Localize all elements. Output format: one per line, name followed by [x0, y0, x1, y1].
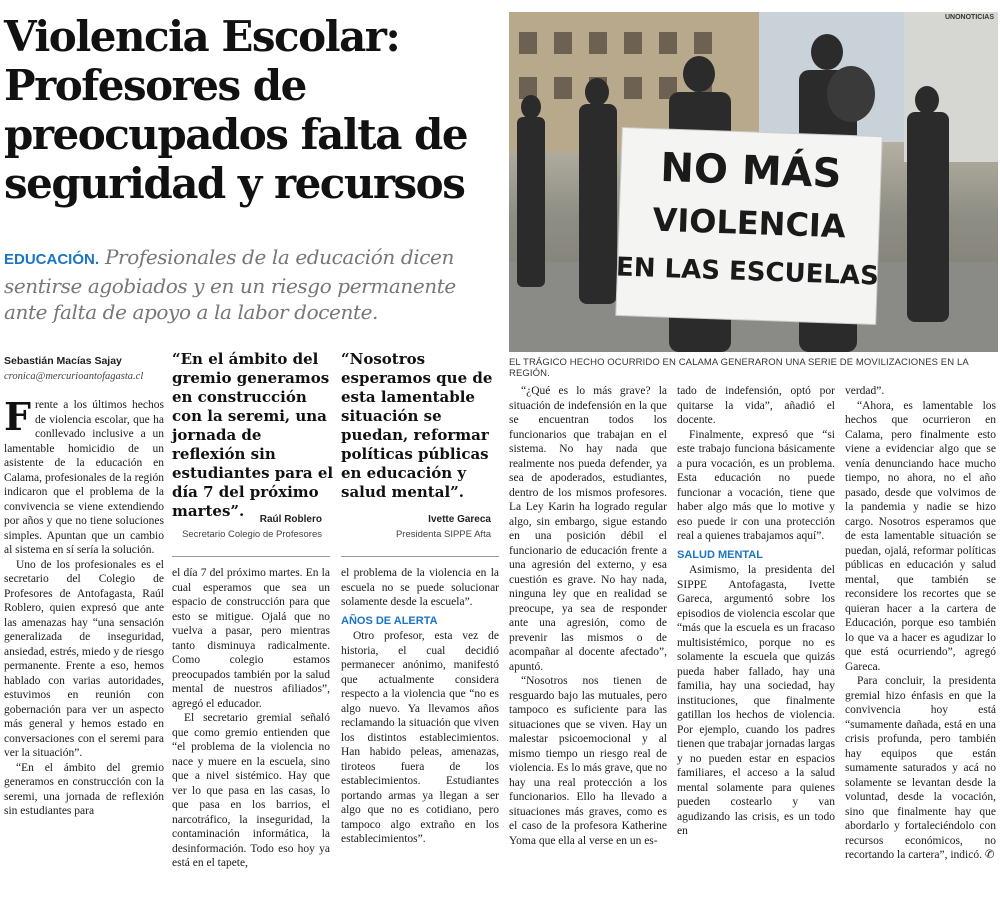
subhead-anos-de-alerta: AÑOS DE ALERTA: [341, 614, 438, 627]
paragraph: “En el ámbito del gremio generamos en construcción con la seremi, una jornada de reflexión sin estudiantes para: [4, 761, 164, 817]
lead-text: Profesionales de la educación dicen sentirse agobiados y en un riesgo permanente ante falta de apoyo a la labor docente.: [4, 245, 456, 324]
protest-photo: [509, 12, 998, 352]
section-label: EDUCACIÓN.: [4, 251, 100, 268]
protest-illustration: [509, 12, 998, 352]
paragraph: el día 7 del próximo martes. En la cual esperamos que sea un espacio de construcción para que esto se mitigue. Ojalá que no vuelva a pasar, pero mientras tanto disminuya radicalmente. Como colegio estamos preocupados también por la salud mental de nuestros afiliados”, agregó el educador.: [172, 567, 330, 710]
paragraph: tado de indefensión, optó por quitarse la vida”, añadió el docente.: [677, 385, 835, 426]
body-column-5: [677, 384, 835, 900]
paragraph: “Ahora, es lamentable los hechos que ocurrieron en Calama, pero finalmente esto viene a evidenciar algo que se venía denunciando hace mucho tiempo, no ahora, no el año pasado, desde que volvimos de la pandemia y nadie se hizo cargo. Nosotros esperamos que de esta lamentable situación se puedan, ojalá, reformar políticas públicas en educación y salud mental, que también se reconsidere los recortes que se quieran hacer a la cartera de Educación, porque eso también lo que va a hacer es agudizar lo que está ocurriendo”, agregó Gareca.: [845, 399, 996, 673]
byline-author: Sebastián Macías Sajay: [4, 355, 122, 367]
sign-line-3: EN LAS ESCUELAS: [615, 252, 880, 292]
body-column-3: [341, 566, 499, 900]
pull-quote-2-role: Presidenta SIPPE Afta: [395, 529, 491, 540]
paragraph: “Nosotros nos tienen de resguardo bajo las mutuales, pero tampoco es suficiente para las situaciones que se viven. Hay un malestar psicoemocional y al mismo tiempo un riesgo real de violencia. Es lo más grave, que no hay una real protección a los funcionarios. Ello ha llevado a situaciones más graves, como es el caso de la profesora Katherine Yoma que ella al verse en un es-: [509, 675, 667, 847]
drop-cap: F: [4, 398, 31, 439]
divider: [341, 556, 499, 557]
body-column-1: [4, 398, 164, 900]
pull-quote-2: “Nosotros esperamos que de esta lamentable situación se puedan, reformar políticas públicas en educación y salud mental”.: [341, 350, 493, 501]
lead: [4, 244, 500, 325]
photo-caption: EL TRÁGICO HECHO OCURRIDO EN CALAMA GENERARON UNA SERIE DE MOVILIZACIONES EN LA REGIÓN.: [509, 357, 969, 379]
paragraph: el problema de la violencia en la escuela no se puede solucionar solamente desde la escuela”.: [341, 567, 499, 608]
paragraph: Otro profesor, esta vez de historia, el cual decidió permanecer anónimo, manifestó que actualmente considera respecto a la violencia que “no es algo nuevo. Ya llevamos años reclamando la situación que viven los distintos establecimientos. Han habido peleas, amenazas, tiroteos fuera de los establecimientos. Estudiantes portando armas ya llegan a ser algo que no es cotidiano, pero tampoco algo extraño en los establecimientos”.: [341, 630, 499, 845]
sign-line-1: NO MÁS: [659, 144, 843, 198]
pull-quote-2-author: Ivette Gareca: [428, 514, 491, 525]
paragraph: “¿Qué es lo más grave? la situación de indefensión en la que se encuentran todos los funcionarios que trabajan en el sistema. No hay nada que realmente nos pueda defender, ya sea de apoderados, estudiantes, dentro de los mismos profesores. La Ley Karin ha logrado regular algo, sin embargo, sigue estando en una posición débil el funcionario de educación frente a una agresión del externo, y esa cuestión es grave. No hay nada, ninguna ley que en realidad se preocupe, ya sea de responder ante una agresión, como de prevenir las mismos o de acompañar al docente afectado”, apuntó.: [509, 385, 667, 673]
divider: [172, 556, 330, 557]
body-column-6: [845, 384, 996, 900]
byline-email: cronica@mercurioantofagasta.cl: [4, 371, 144, 382]
paragraph: El secretario gremial señaló que como gremio entienden que “el problema de la violencia no nace y muere en la escuela, sino que a nivel sistémico. Hay que ver lo que pasa en las casas, lo que pasa en los barrios, el narcotráfico, la inseguridad, la contaminación informática, la desinformación. Todo eso hoy ya está en el tapete,: [172, 712, 330, 869]
subhead-salud-mental: SALUD MENTAL: [677, 548, 763, 561]
paragraph: Asimismo, la presidenta del SIPPE Antofagasta, Ivette Gareca, argumentó sobre los episodios de violencia escolar que “más que la escuela es un fracaso multisistémico, porque no es solamente la escuela que quizás pueda haber fallado, hay una familia, hay una sociedad, hay instituciones, que finalmente gatillan los hechos de violencia. Por ejemplo, cuando los padres tienen que trabajar jornadas largas y no pueden estar en espacios familiares, el acceso a la salud mental solamente para quienes pueden costearlo y van agudizando las crisis, es un todo en: [677, 564, 835, 837]
paragraph: Uno de los profesionales es el secretario del Colegio de Profesores de Antofagasta, Raúl Roblero, quien expresó que ante las amenazas hay “una sensación generalizada de inseguridad, ansiedad, estrés, miedo y de riesgo permanente. Frente a eso, hemos hablado con varias autoridades, estuvimos en reunión con gobernación para ver un aspecto más general y hemos estado en conversaciones con el seremi para ver la situación”.: [4, 558, 164, 759]
paragraph: rente a los últimos hechos de violencia escolar, que ha conllevado inclusive a un lamentable homicidio de un asistente de la educación en Calama, profesionales de la región indicaron que el problema de la convivencia se viene extendiendo por años y que no tiene soluciones simples. Apuntan que un cambio al sistema en sí sería la solución.: [4, 399, 164, 556]
sign-line-2: VIOLENCIA: [651, 200, 847, 246]
pull-quote-1: “En el ámbito del gremio generamos en construcción con la seremi, una jornada de reflexión sin estudiantes para el día 7 del próximo martes”.: [172, 350, 334, 520]
photo-credit: UNONOTICIAS: [945, 14, 994, 21]
paragraph: verdad”.: [845, 385, 885, 397]
body-column-2: [172, 566, 330, 900]
pull-quote-1-role: Secretario Colegio de Profesores: [182, 529, 322, 540]
paragraph: Para concluir, la presidenta gremial hizo énfasis en que la convivencia hoy está “sumamente dañada, está en una crisis profunda, pero también hay equipos que están sumamente saturados y acá no solamente se levantan desde la voluntad, desde la vocación, sino que finalmente hay que abordarlo y fortaleciéndolo con recursos económicos, no recortando la cartera”, indicó. ✆: [845, 675, 996, 861]
paragraph: Finalmente, expresó que “si este trabajo funciona básicamente a pura vocación, es un problema. Esta educación no puede funcionar a vocación, tiene que haber algo más que lo motive y eso puede ir con una protección real a quienes trabajamos aquí”.: [677, 428, 835, 542]
body-column-4: [509, 384, 667, 900]
pull-quote-1-author: Raúl Roblero: [259, 514, 322, 525]
headline: Violencia Escolar: Profesores de preocupados falta de seguridad y recursos: [4, 12, 468, 208]
